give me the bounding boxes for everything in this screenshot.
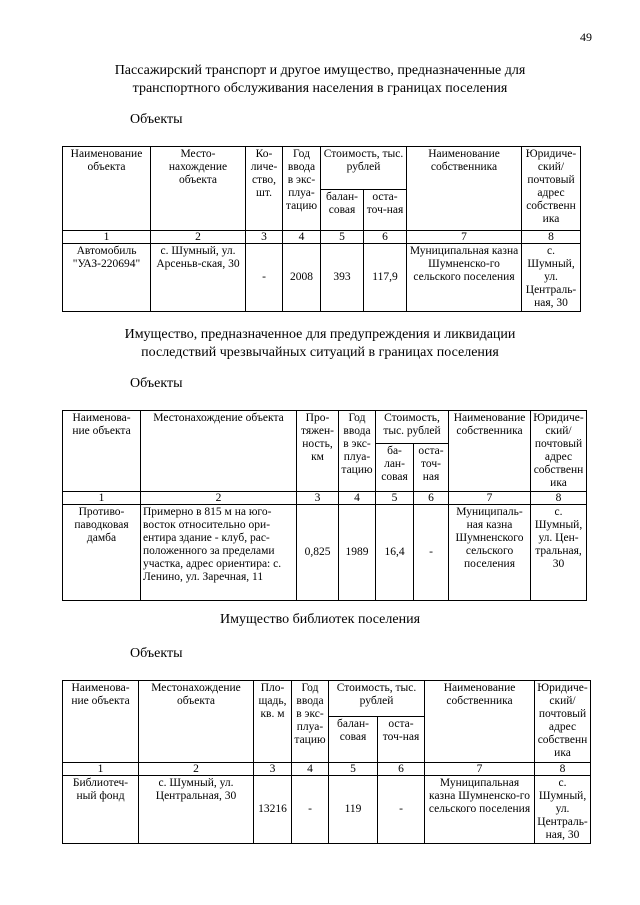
col-number: 5 xyxy=(329,763,378,776)
header-cost: Стоимость, тыс. рублей xyxy=(329,681,425,717)
section1-title xyxy=(0,62,640,98)
cell-residual: 117,9 xyxy=(364,244,407,312)
header-cost: Стоимость, тыс. рублей xyxy=(376,411,449,444)
header-name: Наименова-ние объекта xyxy=(63,411,141,492)
header-owner: Наименование собственника xyxy=(407,147,522,231)
col-number: 3 xyxy=(297,492,339,505)
section2-title-line2: последствий чрезвычайных ситуаций в границах поселения xyxy=(141,345,499,360)
header-cost: Стоимость, тыс. рублей xyxy=(321,147,407,190)
header-year: Год ввода в экс-плуа-тацию xyxy=(339,411,376,492)
cell-owner: Муниципальная казна Шумненско-го сельского поселения xyxy=(407,244,522,312)
section2-table xyxy=(62,410,587,601)
section1-table xyxy=(62,146,581,312)
col-number: 5 xyxy=(376,492,414,505)
section2-subtitle: Объекты xyxy=(130,376,183,391)
section3-title-line1: Имущество библиотек поселения xyxy=(219,612,421,627)
page-number: 49 xyxy=(580,30,592,44)
col-number: 6 xyxy=(364,231,407,244)
table-row xyxy=(63,505,587,601)
cell-location: с. Шумный, ул. Арсеньв-ская, 30 xyxy=(151,244,246,312)
header-year: Год ввода в экс-плуа-тацию xyxy=(283,147,321,231)
column-number-row xyxy=(63,763,591,776)
col-number: 2 xyxy=(151,231,246,244)
section1-title-line1: Пассажирский транспорт и другое имущество, предназначенные для xyxy=(114,63,526,78)
header-cost-residual: оста-точ-ная xyxy=(364,190,407,231)
column-number-row xyxy=(63,492,587,505)
cell-balance: 393 xyxy=(321,244,364,312)
cell-length: 0,825 xyxy=(297,505,339,601)
col-number: 4 xyxy=(339,492,376,505)
cell-name: Автомобиль "УАЗ-220694" xyxy=(63,244,151,312)
cell-year: 2008 xyxy=(283,244,321,312)
header-cost-balance: балан-совая xyxy=(321,190,364,231)
header-address: Юридиче-ский/ почтовый адрес собственника xyxy=(531,411,587,492)
col-number: 5 xyxy=(321,231,364,244)
column-number-row xyxy=(63,231,581,244)
section2-title xyxy=(0,326,640,362)
cell-owner: Муниципаль-ная казна Шумненского сельского поселения xyxy=(449,505,531,601)
cell-residual: - xyxy=(378,776,425,844)
cell-name: Противо-паводковая дамба xyxy=(63,505,141,601)
header-owner: Наименование собственника xyxy=(425,681,535,763)
cell-owner: Муниципальная казна Шумненско-го сельского поселения xyxy=(425,776,535,844)
col-number: 1 xyxy=(63,492,141,505)
header-address: Юридиче-ский/ почтовый адрес собственника xyxy=(522,147,581,231)
col-number: 8 xyxy=(535,763,591,776)
col-number: 3 xyxy=(254,763,292,776)
cell-address: с. Шумный, ул. Цен-тральная, 30 xyxy=(531,505,587,601)
col-number: 8 xyxy=(522,231,581,244)
header-qty: Ко-личе-ство, шт. xyxy=(246,147,283,231)
header-name: Наименование объекта xyxy=(63,147,151,231)
header-cost-residual: оста-точ-ная xyxy=(378,717,425,763)
col-number: 4 xyxy=(283,231,321,244)
col-number: 1 xyxy=(63,763,139,776)
header-cost-balance: ба-лан-совая xyxy=(376,444,414,492)
cell-qty: - xyxy=(246,244,283,312)
col-number: 2 xyxy=(141,492,297,505)
cell-residual: - xyxy=(414,505,449,601)
header-location: Место-нахождение объекта xyxy=(151,147,246,231)
col-number: 8 xyxy=(531,492,587,505)
header-area: Пло-щадь, кв. м xyxy=(254,681,292,763)
section3-table xyxy=(62,680,591,844)
table-row xyxy=(63,244,581,312)
cell-balance: 16,4 xyxy=(376,505,414,601)
col-number: 7 xyxy=(425,763,535,776)
cell-location: Примерно в 815 м на юго-восток относительно ори-ентира здание - клуб, рас-положенного за пределами участка, адрес ориентира: с. Ленино, ул. Заречная, 11 xyxy=(141,505,297,601)
header-name: Наименова-ние объекта xyxy=(63,681,139,763)
header-owner: Наименование собственника xyxy=(449,411,531,492)
cell-balance: 119 xyxy=(329,776,378,844)
col-number: 2 xyxy=(139,763,254,776)
header-location: Местонахождение объекта xyxy=(141,411,297,492)
header-location: Местонахождение объекта xyxy=(139,681,254,763)
section1-title-line2: транспортного обслуживания населения в границах поселения xyxy=(132,81,508,96)
section3-title xyxy=(0,611,640,629)
col-number: 7 xyxy=(449,492,531,505)
cell-address: с. Шумный, ул. Централь-ная, 30 xyxy=(522,244,581,312)
table-row xyxy=(63,776,591,844)
col-number: 6 xyxy=(414,492,449,505)
cell-address: с. Шумный, ул. Централь-ная, 30 xyxy=(535,776,591,844)
col-number: 6 xyxy=(378,763,425,776)
cell-location: с. Шумный, ул. Центральная, 30 xyxy=(139,776,254,844)
col-number: 7 xyxy=(407,231,522,244)
col-number: 4 xyxy=(292,763,329,776)
section2-title-line1: Имущество, предназначенное для предупреждения и ликвидации xyxy=(124,327,516,342)
header-cost-balance: балан-совая xyxy=(329,717,378,763)
col-number: 1 xyxy=(63,231,151,244)
section1-subtitle: Объекты xyxy=(130,112,183,127)
col-number: 3 xyxy=(246,231,283,244)
header-length: Про-тяжен-ность, км xyxy=(297,411,339,492)
header-cost-residual: оста-точ-ная xyxy=(414,444,449,492)
cell-year: - xyxy=(292,776,329,844)
header-address: Юридиче-ский/ почтовый адрес собственника xyxy=(535,681,591,763)
section3-subtitle: Объекты xyxy=(130,646,183,661)
header-year: Год ввода в экс-плуа-тацию xyxy=(292,681,329,763)
cell-name: Библиотеч-ный фонд xyxy=(63,776,139,844)
cell-area: 13216 xyxy=(254,776,292,844)
cell-year: 1989 xyxy=(339,505,376,601)
